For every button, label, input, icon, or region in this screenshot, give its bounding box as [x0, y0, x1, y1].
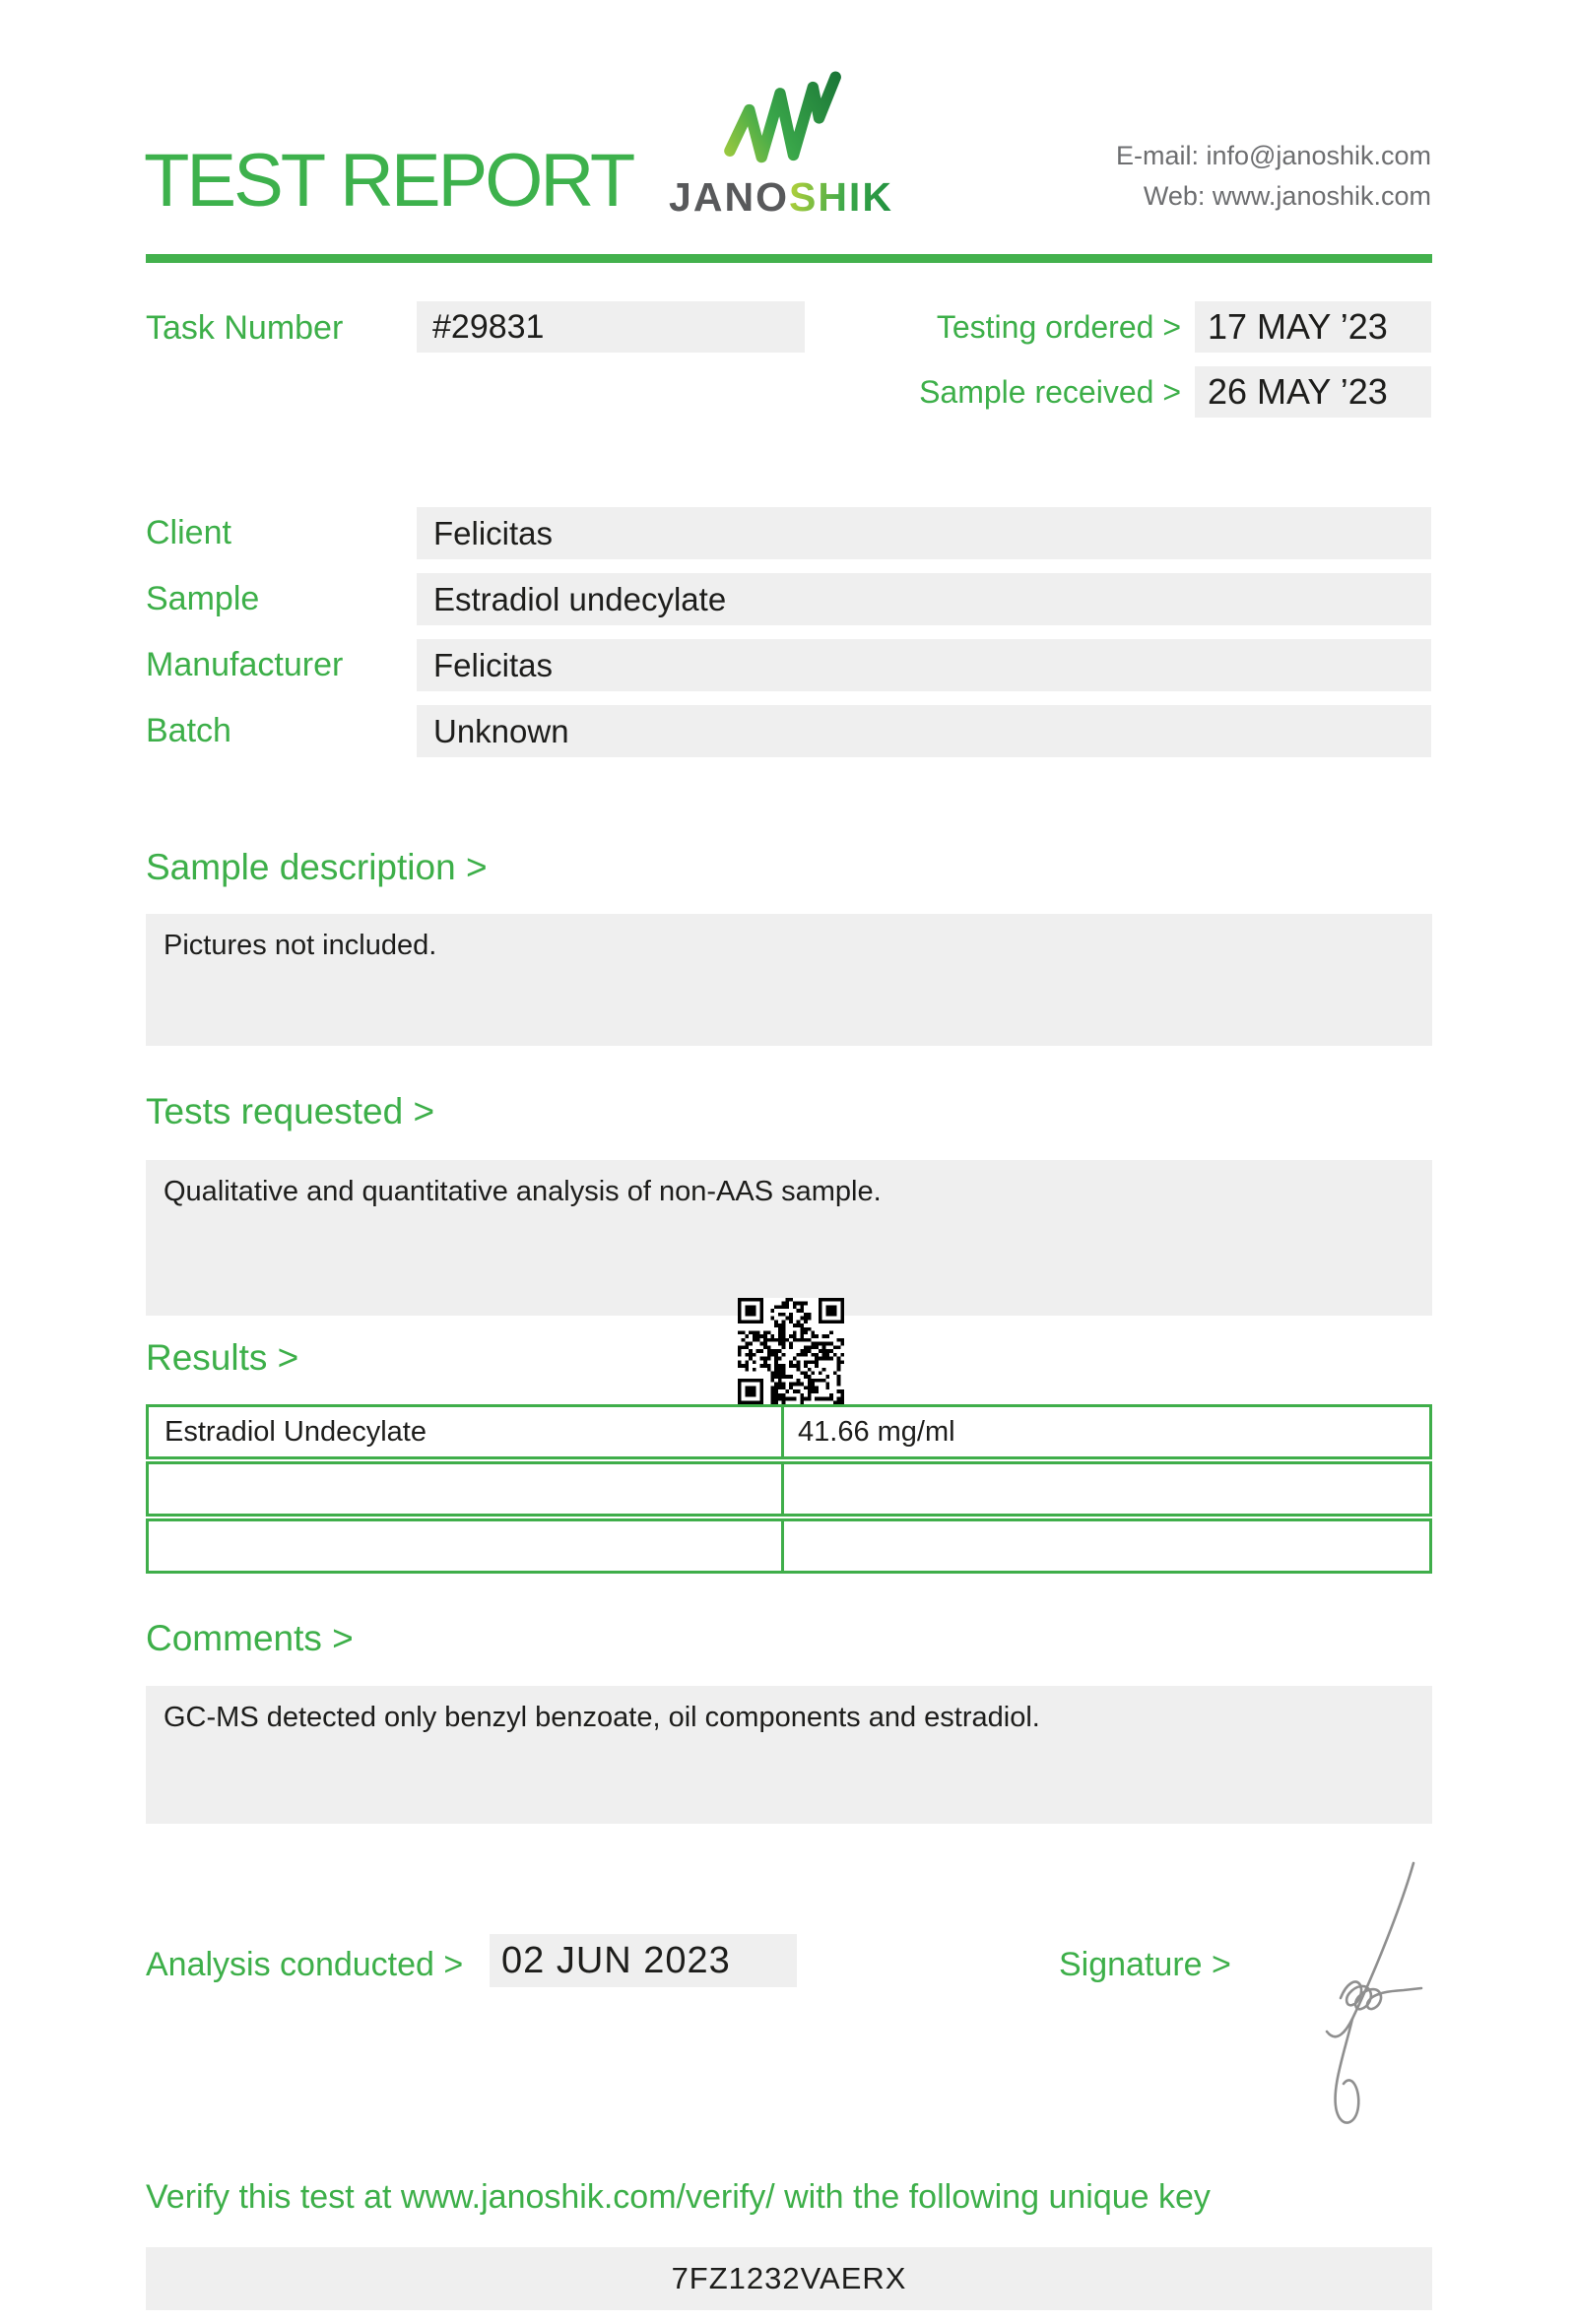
arrow-right-glyph: > — [1162, 308, 1181, 345]
logo-text-primary: JANO — [669, 174, 789, 220]
manufacturer-value: Felicitas — [433, 647, 554, 683]
results-heading: Results > — [146, 1337, 299, 1378]
verify-key-box — [146, 2247, 1432, 2310]
arrow-right-glyph: > — [1162, 373, 1181, 410]
growth-chart-icon — [702, 71, 860, 169]
contact-email: E-mail: info@janoshik.com — [1115, 141, 1431, 170]
client-value-box — [417, 507, 1431, 559]
logo-wordmark — [658, 174, 904, 220]
sample-received-row — [919, 366, 1431, 418]
batch-label: Batch — [146, 712, 231, 749]
sample-value: Estradiol undecylate — [433, 581, 727, 617]
result-value-cell: 41.66 mg/ml — [798, 1416, 955, 1448]
janoshik-logo — [658, 71, 904, 218]
verify-key: 7FZ1232VAERX — [671, 2261, 907, 2295]
sample-value-box — [417, 573, 1431, 625]
result-value-cell — [784, 1521, 1429, 1571]
results-table-row — [146, 1518, 1432, 1574]
logo-text-accent: SHIK — [788, 174, 893, 220]
comments-box — [146, 1686, 1432, 1824]
contact-block — [1116, 136, 1431, 216]
testing-ordered-row — [937, 301, 1431, 353]
tests-requested-box — [146, 1160, 1432, 1316]
result-substance-cell — [149, 1521, 784, 1571]
analysis-conducted-label: Analysis conducted > — [146, 1946, 464, 1983]
sample-description-box — [146, 914, 1432, 1046]
batch-value: Unknown — [433, 713, 569, 749]
sample-description-heading: Sample description > — [146, 847, 488, 887]
sample-label: Sample — [146, 580, 260, 617]
page-title: TEST REPORT — [144, 139, 633, 223]
manufacturer-value-box — [417, 639, 1431, 691]
manufacturer-label: Manufacturer — [146, 646, 344, 683]
result-substance-cell — [149, 1464, 784, 1514]
sample-received-label: Sample received > — [919, 373, 1181, 410]
qr-code — [738, 1298, 844, 1404]
results-table-row — [146, 1461, 1432, 1517]
task-number-value: #29831 — [432, 308, 545, 346]
signature-label: Signature > — [1059, 1946, 1231, 1983]
testing-ordered-label: Testing ordered > — [936, 308, 1181, 345]
testing-ordered-value-box — [1195, 301, 1431, 353]
tests-requested-heading: Tests requested > — [146, 1091, 435, 1131]
task-number-label: Task Number — [146, 309, 344, 347]
batch-value-box — [417, 705, 1431, 757]
sample-received-value: 26 MAY ’23 — [1208, 371, 1388, 412]
results-table — [146, 1404, 1432, 1576]
testing-ordered-value: 17 MAY ’23 — [1208, 306, 1388, 347]
comments-text: GC-MS detected only benzyl benzoate, oil components and estradiol. — [164, 1702, 1040, 1733]
client-value: Felicitas — [433, 515, 554, 551]
client-label: Client — [146, 514, 231, 551]
header-divider — [146, 254, 1432, 263]
sample-received-value-box — [1195, 366, 1431, 418]
signature-scribble — [1266, 1853, 1428, 2134]
comments-heading: Comments > — [146, 1618, 354, 1658]
result-substance-cell: Estradiol Undecylate — [149, 1407, 784, 1456]
result-value-cell — [784, 1464, 1429, 1514]
tests-requested-text: Qualitative and quantitative analysis of non-AAS sample. — [164, 1176, 882, 1207]
analysis-date-value: 02 JUN 2023 — [501, 1940, 731, 1981]
sample-description-text: Pictures not included. — [164, 930, 437, 961]
results-table-row — [146, 1404, 1432, 1459]
analysis-date-box — [490, 1934, 797, 1987]
task-number-value-box — [417, 301, 805, 353]
verify-instruction: Verify this test at www.janoshik.com/verify/ with the following unique key — [146, 2178, 1211, 2216]
contact-web: Web: www.janoshik.com — [1143, 180, 1431, 211]
